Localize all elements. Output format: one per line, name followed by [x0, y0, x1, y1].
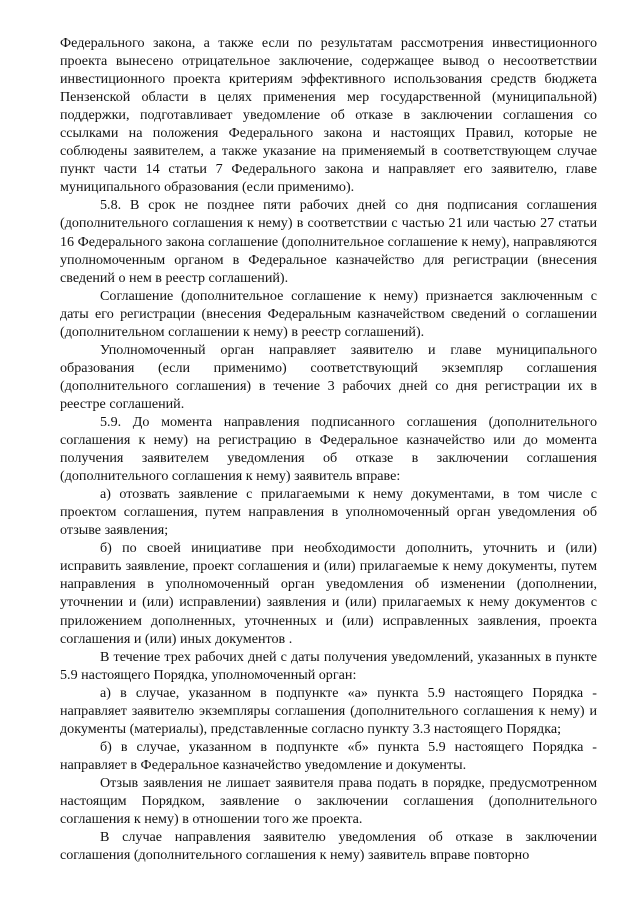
paragraph-copy-sent: Уполномоченный орган направляет заявителю и главе муниципального образования (если применимо) соответствующий экземпляр соглашения (дополнительного соглашения) в течение 3 рабочих дней со дня регистрации их в реестре соглашений.	[60, 341, 597, 412]
paragraph-refusal: В случае направления заявителю уведомления об отказе в заключении соглашения (дополнительного соглашения к нему) заявитель вправе повторно	[60, 829, 597, 864]
paragraph-agreement-concluded: Соглашение (дополнительное соглашение к нему) признается заключенным с даты его регистрации (внесения Федеральным казначейством сведений о соглашении (дополнительном соглашении к нему) в реестр соглашений).	[60, 287, 597, 340]
paragraph-withdrawal: Отзыв заявления не лишает заявителя права подать в порядке, предусмотренном настоящим Порядком, заявление о заключении соглашения (дополнительного соглашения к нему) в отношении того же проекта.	[60, 774, 597, 828]
paragraph-three-days: В течение трех рабочих дней с даты получения уведомлений, указанных в пункте 5.9 настоящего Порядка, уполномоченный орган:	[60, 648, 597, 683]
document-page	[60, 34, 597, 864]
paragraph-5-9: 5.9. До момента направления подписанного соглашения (дополнительного соглашения к нему) на регистрацию в Федеральное казначейство или до момента получения заявителем уведомления об отказе в заключении соглашения (дополнительного соглашения к нему) заявитель вправе:	[60, 413, 597, 485]
paragraph-case-b: б) в случае, указанном в подпункте «б» пункта 5.9 настоящего Порядка - направляет в Федеральное казначейство уведомление и документы.	[60, 738, 597, 773]
paragraph-1: Федерального закона, а также если по результатам рассмотрения инвестиционного проекта вынесено отрицательное заключение, содержащее вывод о несоответствии инвестиционного проекта критериям эффективного использования средств бюджета Пензенской области в целях применения мер государственной (муниципальной) поддержки, подготавливает уведомление об отказе в заключении соглашения со ссылками на положения Федерального закона и настоящих Правил, которые не соблюдены заявителем, а также указание на применяемый в соответствующем случае пункт части 14 статьи 7 Федерального закона и направляет его заявителю, главе муниципального образования (если применимо).	[60, 35, 597, 196]
paragraph-5-9-b: б) по своей инициативе при необходимости дополнить, уточнить и (или) исправить заявление, проект соглашения и (или) прилагаемые к нему документы, путем направления в уполномоченный орган уведомления об изменении (дополнении, уточнении и (или) исправлении) заявления и (или) прилагаемых к нему документов с приложением дополненных, уточненных и (или) исправленных заявления, проекта соглашения и (или) иных документов .	[60, 540, 597, 647]
paragraph-5-9-a: а) отозвать заявление с прилагаемыми к нему документами, в том числе с проектом соглашения, путем направления в уполномоченный орган уведомления об отзыве заявления;	[60, 486, 597, 539]
paragraph-5-8: 5.8. В срок не позднее пяти рабочих дней со дня подписания соглашения (дополнительного соглашения к нему) в соответствии с частью 21 или частью 27 статьи 16 Федерального закона соглашение (дополнительное соглашение к нему), направляются уполномоченным органом в Федеральное казначейство для регистрации (внесения сведений о нем в реестр соглашений).	[60, 197, 597, 286]
paragraph-case-a: а) в случае, указанном в подпункте «а» пункта 5.9 настоящего Порядка - направляет заявителю экземпляры соглашения (дополнительного соглашения к нему) и документы (материалы), представленные согласно пункту 3.3 настоящего Порядка;	[60, 684, 597, 737]
